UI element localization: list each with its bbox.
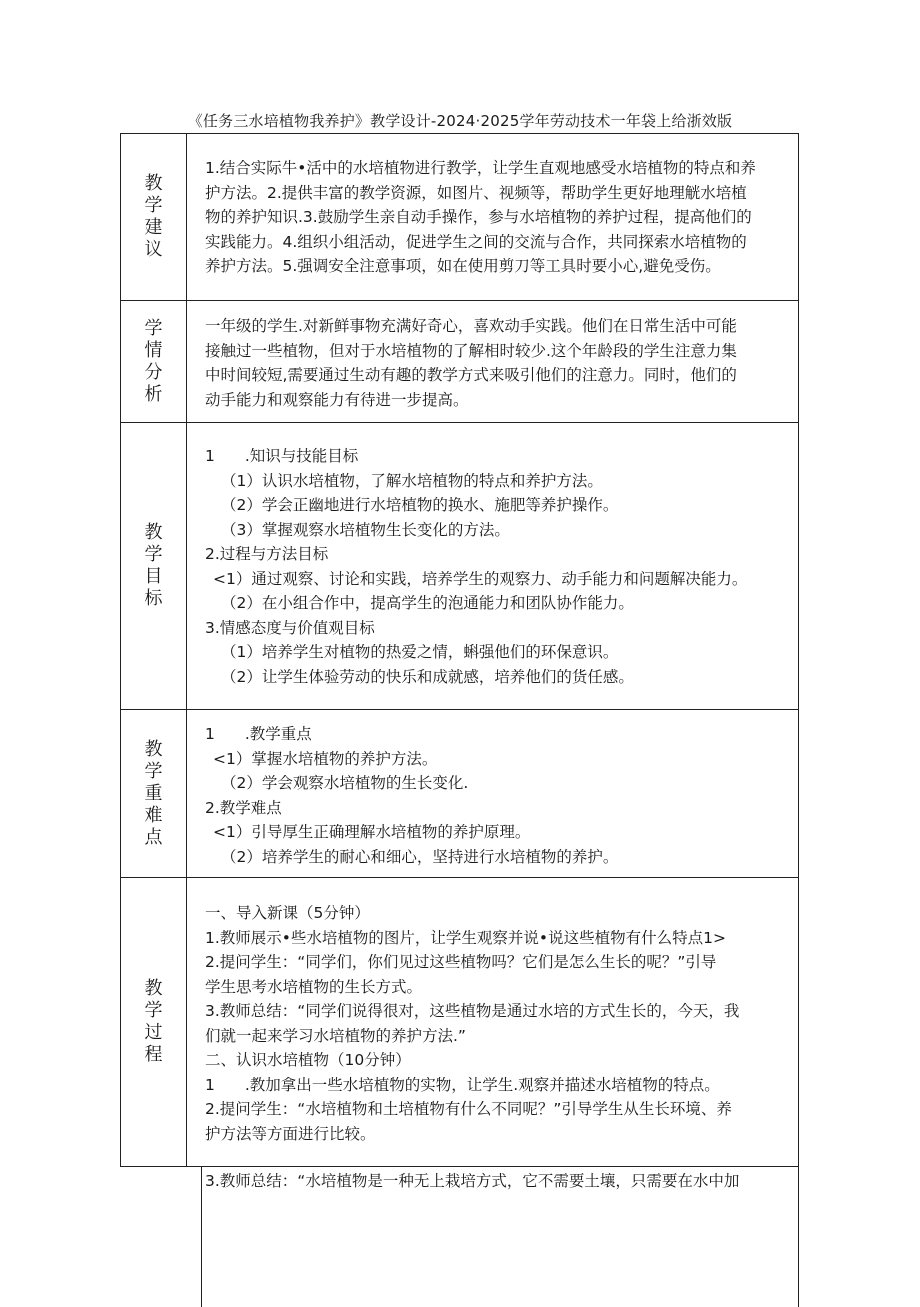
- process-line: 3.教师总结：“同学们说得很对，这些植物是通过水培的方式生长的，今天，我: [205, 1002, 740, 1020]
- row-label: [121, 878, 187, 1166]
- objectives-content: [205, 444, 790, 689]
- process-line: 学生思考水培植物的生长方式。: [205, 977, 423, 996]
- process-numbered-text: .教加拿出一些水培植物的实物，让学生.观察并描述水培植物的特点。: [244, 1075, 720, 1094]
- objective-number: 1: [205, 447, 215, 465]
- suggestion-line: 1.结合实际牛•活中的水培植物进行教学，让学生直观地感受水培植物的特点和养: [205, 159, 756, 177]
- objective-subitem: <1）通过观察、讨论和实践，培养学生的观察力、动手能力和问题解决能力。: [213, 569, 748, 588]
- suggestion-content: [205, 156, 790, 279]
- analysis-line: 一年级的学生.对新鲜事物充满好奇心，喜欢动手实践。他们在日常生活中可能: [205, 317, 737, 335]
- analysis-line: 接触过一些植物，但对于水培植物的了解相时较少.这个年龄段的学生注意力集: [205, 341, 737, 360]
- process-line: 2.提问学生：“水培植物和土培植物有什么不同呢？”引导学生从生长环境、养: [205, 1100, 732, 1118]
- objective-subitem: （3）掌握观察水培植物生长变化的方法。: [221, 520, 510, 539]
- suggestion-line: 实践能力。4.组织小组活动，促进学生之间的交流与合作，共同探索水培植物的: [205, 232, 747, 251]
- row-teaching-suggestion: [121, 134, 798, 301]
- row-teaching-objectives: [121, 423, 798, 710]
- process-line: 们就一起来学习水培植物的养护方法.”: [205, 1026, 466, 1045]
- keypoints-content: [205, 722, 790, 869]
- row-label: [121, 301, 187, 422]
- objective-subitem: （2）让学生体验劳动的快乐和成就感，培养他们的货任感。: [221, 667, 634, 686]
- keypoint-heading: 2.教学难点: [205, 798, 282, 817]
- objective-heading-text: .知识与技能目标: [244, 447, 359, 465]
- suggestion-line: 物的养护知识.3.鼓励学生亲自动手操作，参与水培植物的养护过程，提高他们的: [205, 208, 752, 226]
- continued-content-box: [201, 1167, 799, 1307]
- objective-heading: 2.过程与方法目标: [205, 545, 329, 563]
- process-line: 二、认识水培植物（10分钟）: [205, 1051, 411, 1069]
- process-content: [205, 901, 790, 1146]
- row-label: [121, 134, 187, 300]
- process-line: 1.教师展示•些水培植物的图片，让学生观察并说•说这些植物有什么特点1>: [205, 928, 726, 947]
- row-student-analysis: [121, 301, 798, 423]
- row-key-difficult-points: [121, 710, 798, 878]
- keypoint-subitem: <1）引导厚生正确理解水培植物的养护原理。: [213, 823, 531, 841]
- objective-subitem: （1）认识水培植物，了解水培植物的特点和养护方法。: [221, 471, 603, 490]
- row-label: [121, 710, 187, 877]
- document-title: 《任务三水培植物我养护》教学设计-2024·2025学年劳动技术一年袋上给浙效版: [187, 112, 733, 130]
- objective-subitem: （2）学会正幽地进行水培植物的换水、施肥等养护操作。: [221, 496, 619, 514]
- keypoint-heading: [205, 722, 790, 747]
- objective-heading: [205, 444, 790, 469]
- label-teaching-suggestion: 教学建议: [144, 173, 163, 260]
- keypoint-number: 1: [205, 725, 215, 743]
- process-line: 2.提问学生：“同学们，你们见过这些植物吗？它们是怎么生长的呢？”引导: [205, 953, 717, 971]
- process-number: 1: [205, 1075, 215, 1094]
- process-numbered-line: [205, 1073, 790, 1098]
- objective-subitem: （2）在小组合作中，提高学生的泡通能力和团队协作能力。: [221, 594, 634, 612]
- row-teaching-process: [121, 878, 798, 1166]
- keypoint-heading-text: .教学重点: [244, 725, 312, 743]
- label-teaching-process: 教学过程: [144, 978, 163, 1065]
- label-key-difficult-points: 教学重难点: [144, 738, 163, 848]
- lesson-plan-table: [120, 133, 799, 1167]
- suggestion-line: 护方法。2.提供丰富的教学资源，如图片、视频等，帮助学生更好地理觥水培植: [205, 183, 747, 202]
- keypoint-subitem: <1）掌握水培植物的养护方法。: [213, 749, 438, 768]
- suggestion-line: 养护方法。5.强调安全注意事项，如在使用剪刀等工具时要小心,避免受伤。: [205, 257, 721, 275]
- keypoint-subitem: （2）学会观察水培植物的生长变化.: [221, 774, 469, 792]
- analysis-line: 中时间较短,需要通过生动有趣的教学方式来吸引他们的注意力。同时，他们的: [205, 366, 737, 384]
- row-label: [121, 423, 187, 709]
- objective-subitem: （1）培养学生对植物的热爱之情，蝌强他们的环保意识。: [221, 643, 619, 661]
- analysis-line: 动手能力和观察能力有待进一步提高。: [205, 390, 469, 409]
- process-line: 护方法等方面进行比较。: [205, 1124, 376, 1143]
- label-teaching-objectives: 教学目标: [144, 522, 163, 609]
- analysis-content: [205, 314, 790, 412]
- objective-heading: 3.情感态度与价值观目标: [205, 618, 375, 637]
- label-student-analysis: 学情分析: [144, 317, 163, 405]
- keypoint-subitem: （2）培养学生的耐心和细心，坚持进行水培植物的养护。: [221, 847, 619, 866]
- process-line: 一、导入新课（5分钟）: [205, 904, 370, 922]
- continued-line: 3.教师总结：“水培植物是一种无上栽培方式，它不需要土壤，只需要在水中加: [205, 1172, 740, 1190]
